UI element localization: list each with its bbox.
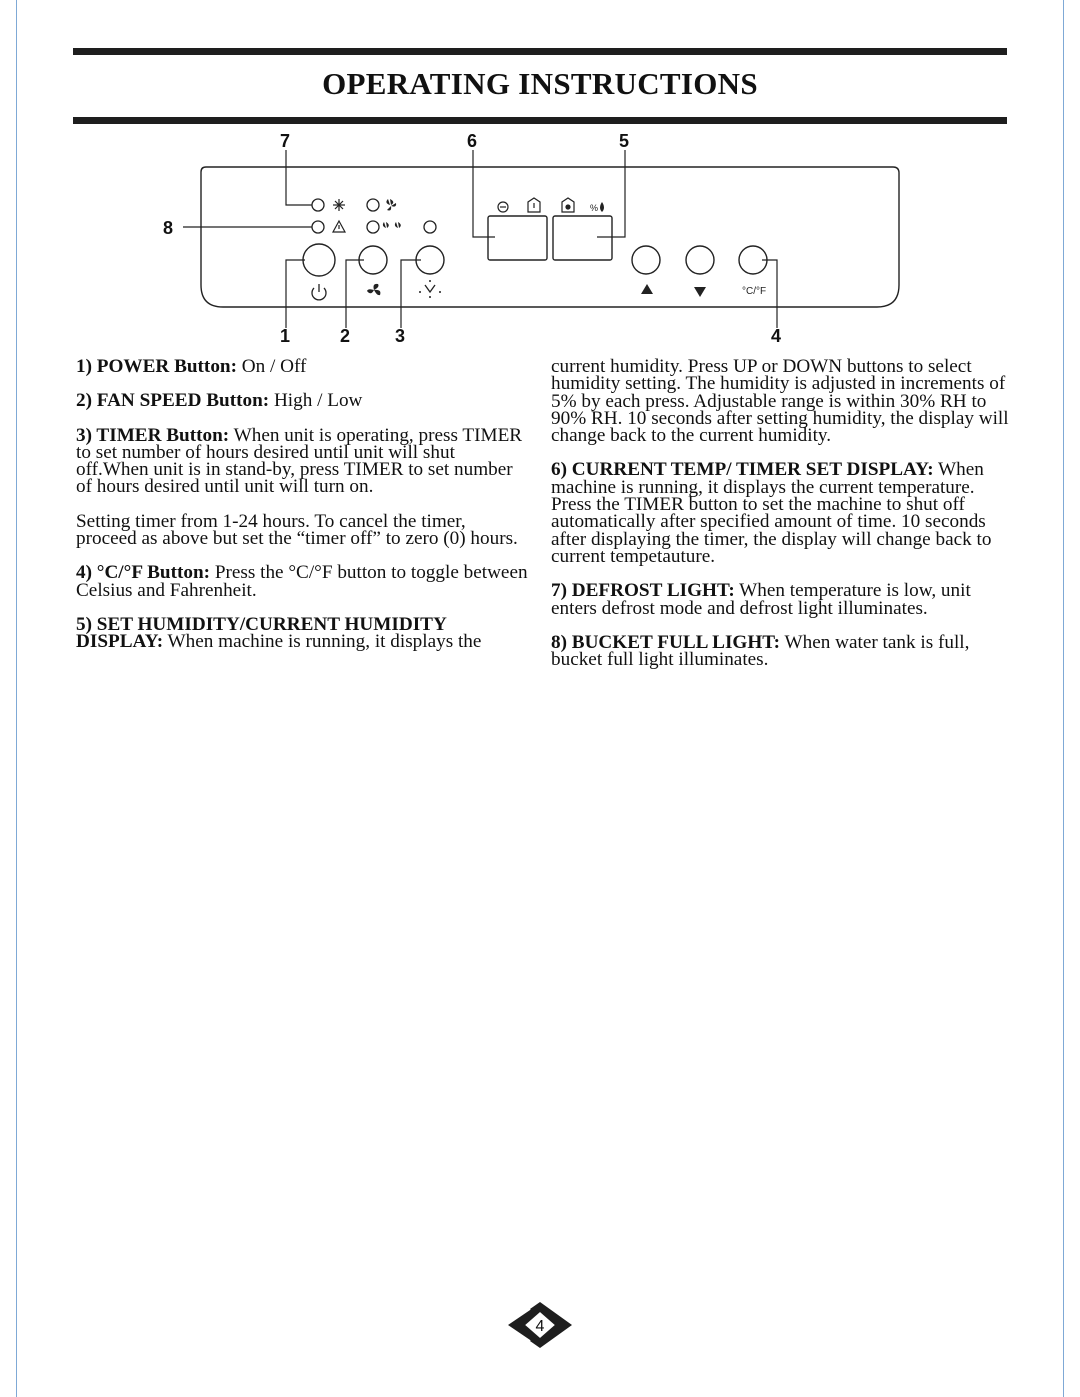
fan-icon (367, 284, 380, 295)
header-rule-bottom (73, 117, 1007, 124)
callout-4: 4 (771, 326, 782, 346)
control-panel-diagram (0, 128, 1080, 350)
section-temp-unit: 4) °C/°F Button: Press the °C/°F button to toggle between Celsius and Fahrenheit. (76, 562, 528, 601)
power-button (303, 244, 335, 276)
down-arrow-icon (694, 287, 706, 297)
humidity-display (553, 216, 612, 260)
warning-icon (333, 221, 345, 232)
page-number: 4 (535, 1318, 545, 1335)
up-arrow-icon (641, 284, 653, 294)
callout-line-2 (346, 260, 364, 328)
snowflake-icon (333, 199, 345, 211)
section-bucket-full-light: 8) BUCKET FULL LIGHT: When water tank is full, bucket full light illuminates. (551, 631, 970, 671)
down-button (686, 246, 714, 274)
callout-2: 2 (340, 326, 351, 346)
callout-line-6 (473, 150, 495, 237)
section-fan-speed: 2) FAN SPEED Button: High / Low (76, 390, 363, 412)
timer-light (424, 221, 436, 233)
section-temp-timer-display: 6) CURRENT TEMP/ TIMER SET DISPLAY: When machine is running, it displays the current temperature. Press the TIMER button to set the machine to shut off automatically after specified amount of time. 10 seconds after displaying the timer, the display will change back to current tempetauture. (551, 459, 992, 567)
section-humidity-display-cont: current humidity. Press UP or DOWN buttons to select humidity setting. The humidity is adjusted in increments of 5% by each press. Adjustable range is within 30% RH to 90% RH. 10 seconds after setting humidity, the display will change back to the current humidity. (551, 356, 1009, 447)
temp-unit-label: °C/°F (742, 286, 767, 297)
section-humidity-display: 5) SET HUMIDITY/CURRENT HUMIDITY DISPLAY: When machine is running, it displays the (76, 613, 482, 653)
power-icon (312, 284, 326, 300)
temp-timer-display (488, 216, 547, 260)
callout-8: 8 (163, 218, 174, 238)
bucket-full-light (312, 221, 324, 233)
section-defrost-light: 7) DEFROST LIGHT: When temperature is low, unit enters defrost mode and defrost light illuminates. (551, 580, 971, 619)
page-title: OPERATING INSTRUCTIONS (322, 66, 758, 101)
section-power: 1) POWER Button: On / Off (76, 356, 307, 377)
callout-7: 7 (280, 131, 291, 151)
fan-high-icon (386, 199, 396, 211)
header-rule-top (73, 48, 1007, 55)
fan-high-light (367, 199, 379, 211)
humidity-icon (600, 202, 604, 212)
callout-1: 1 (280, 326, 291, 346)
right-column (551, 356, 1011, 671)
up-button (632, 246, 660, 274)
panel-outline (201, 167, 899, 307)
callout-line-5 (597, 150, 625, 237)
callout-line-1 (286, 260, 305, 328)
left-column (76, 358, 531, 651)
page-number-badge (506, 1298, 574, 1352)
defrost-light (312, 199, 324, 211)
callout-line-3 (401, 260, 421, 328)
callout-6: 6 (467, 131, 478, 151)
section-timer: 3) TIMER Button: When unit is operating, press TIMER to set number of hours desired until unit will shut off.When unit is in stand-by, press TIMER to set number of hours desired until unit will turn on. (76, 424, 523, 498)
timer-button-icon (419, 280, 441, 298)
fan-low-icon (383, 222, 401, 228)
fan-low-light (367, 221, 379, 233)
callout-line-7 (286, 150, 312, 205)
section-timer-range: Setting timer from 1-24 hours. To cancel the timer, proceed as above but set the “timer off” to zero (0) hours. (76, 510, 518, 550)
humidity-symbol: % (590, 203, 599, 213)
callout-5: 5 (619, 131, 630, 151)
callout-3: 3 (395, 326, 406, 346)
